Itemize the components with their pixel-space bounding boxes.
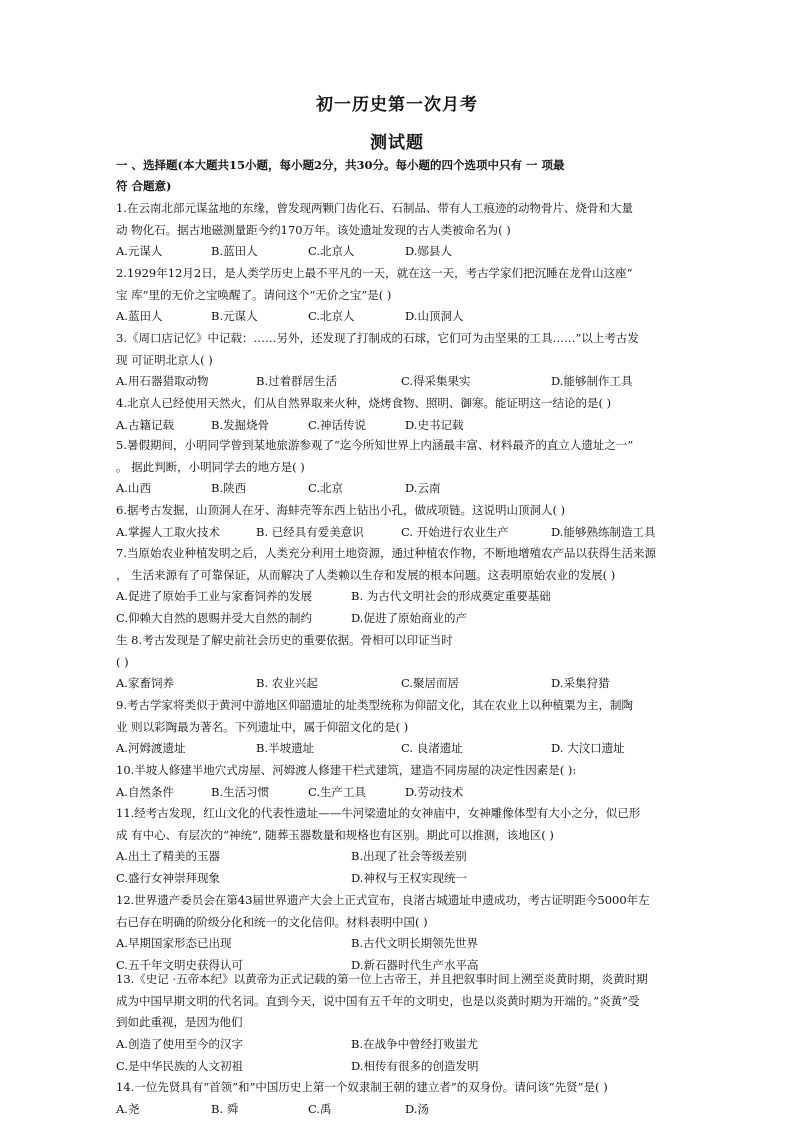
option-row (116, 610, 696, 626)
option-c: C.北京人 (308, 244, 355, 258)
option-d: D.云南 (405, 481, 441, 495)
option-d: D.神权与王权实现统一 (351, 871, 467, 885)
option-c: C. 开始进行农业生产 (401, 524, 509, 539)
option-d: D.山顶洞人 (405, 309, 464, 323)
question-text-line: 右已存在明确的阶级分化和统一的文化信仰。材料表明中国( ) (116, 914, 428, 929)
option-a: A.掌握人工取火技术 (116, 524, 220, 539)
option-b: B.生活习惯 (211, 784, 270, 799)
option-d: D.郧县人 (405, 244, 452, 258)
option-b: B.半坡遗址 (256, 741, 315, 755)
option-c: C.北京人 (308, 309, 355, 323)
option-row (116, 935, 696, 951)
option-c: C.北京 (308, 481, 344, 495)
option-b: B. 舜 (211, 1101, 239, 1116)
option-c: C. 良渚遗址 (401, 741, 463, 755)
question-text-line: 13.《史记 ·五帝本纪》以黄帝为正式记载的第一位上古帝王，并且把叙事时间上溯至炎黄时期，炎黄时期 (116, 972, 648, 986)
option-row (116, 308, 696, 324)
section-header-line2: 符 合题意) (116, 179, 172, 193)
option-row (116, 1101, 696, 1117)
option-b: B.蓝田人 (211, 244, 258, 258)
option-a: A.创造了使用至今的汉字 (116, 1036, 243, 1051)
question-text-line: 11.经考古发现，红山文化的代表性遗址——牛河梁遗址的女神庙中，女神雕像体型有大小之分，似已形 (116, 806, 641, 820)
question-text-line: 业 则以彩陶最为著名。下列遗址中，属于仰韶文化的是( ) (116, 719, 409, 734)
question-text-line: 4.北京人已经使用天然火，们从自然界取来火种，烧烤食物、照明、御寒。能证明这一结论的是( ) (116, 396, 612, 410)
option-row (116, 1058, 696, 1074)
option-a: A.家畜饲养 (116, 676, 174, 690)
option-a: A.早期国家形态已出现 (116, 936, 232, 950)
question-text-line: 生 8.考古发现是了解史前社会历史的重要依据。骨相可以印证当时 (116, 633, 453, 647)
question-text-line: ， 生活来源有了可靠保证，从而解决了人类赖以生存和发展的根本问题。这表明原始农业的发展( ) (116, 567, 616, 582)
option-b: B.过着群居生活 (256, 374, 338, 388)
exam-subtitle: 测试题 (370, 133, 424, 153)
option-a: A.山西 (116, 481, 151, 495)
option-d: D.能够制作工具 (551, 374, 633, 388)
question-text-line: 12.世界遗产委员会在第43届世界遗产大会上正式宣布，良渚古城遗址申遗成功，考古证明距今5000年左 (116, 893, 650, 907)
question-text-line: 3.《周口店记忆》中记载：……另外，还发现了打制成的石球，它们可为击坚果的工具……”以上考古发 (116, 331, 639, 345)
option-c: C.盛行女神崇拜现象 (116, 871, 221, 885)
option-b: B.古代文明长期领先世界 (351, 936, 479, 950)
option-c: C.仰赖大自然的恩赐并受大自然的制约 (116, 611, 313, 625)
option-row (116, 588, 696, 604)
question-text-line: 宝 库”里的无价之宝唤醒了。请问这个“无价之宝”是( ) (116, 287, 392, 302)
question-text-line: 。 据此判断，小明同学去的地方是( ) (116, 459, 305, 474)
question-text-line: 1.在云南北部元谋盆地的东缘，曾发现两颗门齿化石、石制品、带有人工痕迹的动物骨片、烧骨和大量 (116, 201, 633, 215)
option-a: A.蓝田人 (116, 309, 163, 323)
option-d: D.史书记载 (405, 417, 464, 432)
option-row (116, 870, 696, 886)
option-d: D.汤 (405, 1101, 429, 1116)
option-b: B. 为古代文明社会的形成奠定重要基础 (351, 589, 551, 603)
option-row (116, 480, 696, 496)
option-a: A.尧 (116, 1101, 140, 1116)
exam-title: 初一历史第一次月考 (316, 95, 478, 115)
option-a: A.自然条件 (116, 784, 174, 799)
option-d: D.相传有很多的创造发明 (351, 1058, 479, 1073)
question-text-line: 2.1929年12月2日，是人类学历史上最不平凡的一天，就在这一天，考古学家们把沉睡在龙骨山这座“ (116, 266, 633, 280)
option-c: C.禹 (308, 1101, 332, 1116)
question-text-line: 14.一位先贤具有“首领”和”中国历史上第一个奴隶制王朝的建立者”的双身份。请问该“先贤”是( ) (116, 1080, 608, 1094)
question-text-line: 5.暑假期间，小明同学曾到某地旅游参观了“迄今所知世界上内涵最丰富、材料最齐的直立人遗址之一” (116, 438, 634, 452)
option-row (116, 243, 696, 259)
option-d: D.采集狩猎 (551, 676, 610, 690)
option-b: B.陕西 (211, 481, 247, 495)
question-text-line: ( ) (116, 654, 129, 669)
option-d: D.促进了原始商业的产 (351, 611, 467, 625)
question-text-line: 现 可证明北京人( ) (116, 352, 213, 367)
option-a: A.出土了精美的玉器 (116, 849, 220, 863)
option-b: B. 已经具有爱美意识 (256, 524, 364, 539)
option-b: B.出现了社会等级差别 (351, 849, 467, 863)
question-text-line: 动 物化石。据古地磁测量距今约170万年。该处遗址发现的古人类被命名为( ) (116, 222, 511, 237)
option-row (116, 373, 696, 389)
option-d: D.能够熟练制造工具 (551, 524, 656, 539)
option-b: B.发掘烧骨 (211, 417, 270, 432)
option-a: A.促进了原始手工业与家畜饲养的发展 (116, 589, 312, 603)
question-text-line: 7.当原始农业种植发明之后，人类充分利用土地资源，通过种植农作物，不断地增殖农产品以获得生活来源 (116, 546, 656, 560)
option-b: B.元谋人 (211, 309, 258, 323)
option-d: D.劳动技术 (405, 784, 464, 799)
option-a: A.元谋人 (116, 244, 163, 258)
option-b: B.在战争中曾经打败蚩尤 (351, 1036, 479, 1051)
option-row (116, 524, 696, 540)
option-a: A.古籍记载 (116, 417, 174, 432)
option-row (116, 848, 696, 864)
option-c: C.是中华民族的人文初祖 (116, 1058, 244, 1073)
option-c: C.生产工具 (308, 784, 367, 799)
option-row (116, 1036, 696, 1052)
option-row (116, 417, 696, 433)
question-text-line: 成 有中心、有层次的“神统”, 随葬玉器数量和规格也有区别。期此可以推测，该地区( ) (116, 827, 554, 842)
option-c: C.得采集果实 (401, 374, 471, 388)
question-text-line: 9.考古学家将类似于黄河中游地区仰韶遗址的址类型统称为仰韶文化，其在农业上以种植粟为主，制陶 (116, 698, 633, 712)
question-text-line: 6.据考古发掘，山顶洞人在牙、海蚌壳等东西上钻出小孔，做成项链。这说明山顶洞人( ) (116, 503, 566, 517)
option-c: C.聚居而居 (401, 676, 460, 690)
question-text-line: 10.半坡人修建半地穴式房屋、河姆渡人修建干栏式建筑，建造不同房屋的决定性因素是( ): (116, 763, 577, 777)
question-text-line: 成为中国早期文明的代名词。直到今天，说中国有五千年的文明史，也是以炎黄时期为开端的。”炎黄”受 (116, 993, 640, 1008)
option-d: D.新石器时代生产水平高 (351, 958, 479, 972)
option-a: A.用石器猎取动物 (116, 374, 209, 388)
option-c: C.神话传说 (308, 417, 367, 432)
option-row (116, 740, 696, 756)
option-a: A.河姆渡遗址 (116, 741, 186, 755)
section-header-line1: 一 、选择题(本大题共15小题，每小题2分，共30分。每小题的四个选项中只有 一 项最 (116, 158, 565, 172)
option-c: C.五千年文明史获得认可 (116, 958, 244, 972)
option-b: B. 农业兴起 (256, 676, 318, 690)
option-d: D. 大汶口遗址 (551, 741, 625, 755)
option-row (116, 675, 696, 691)
option-row (116, 784, 696, 800)
question-text-line: 到如此重视，是因为他们 (116, 1015, 243, 1029)
